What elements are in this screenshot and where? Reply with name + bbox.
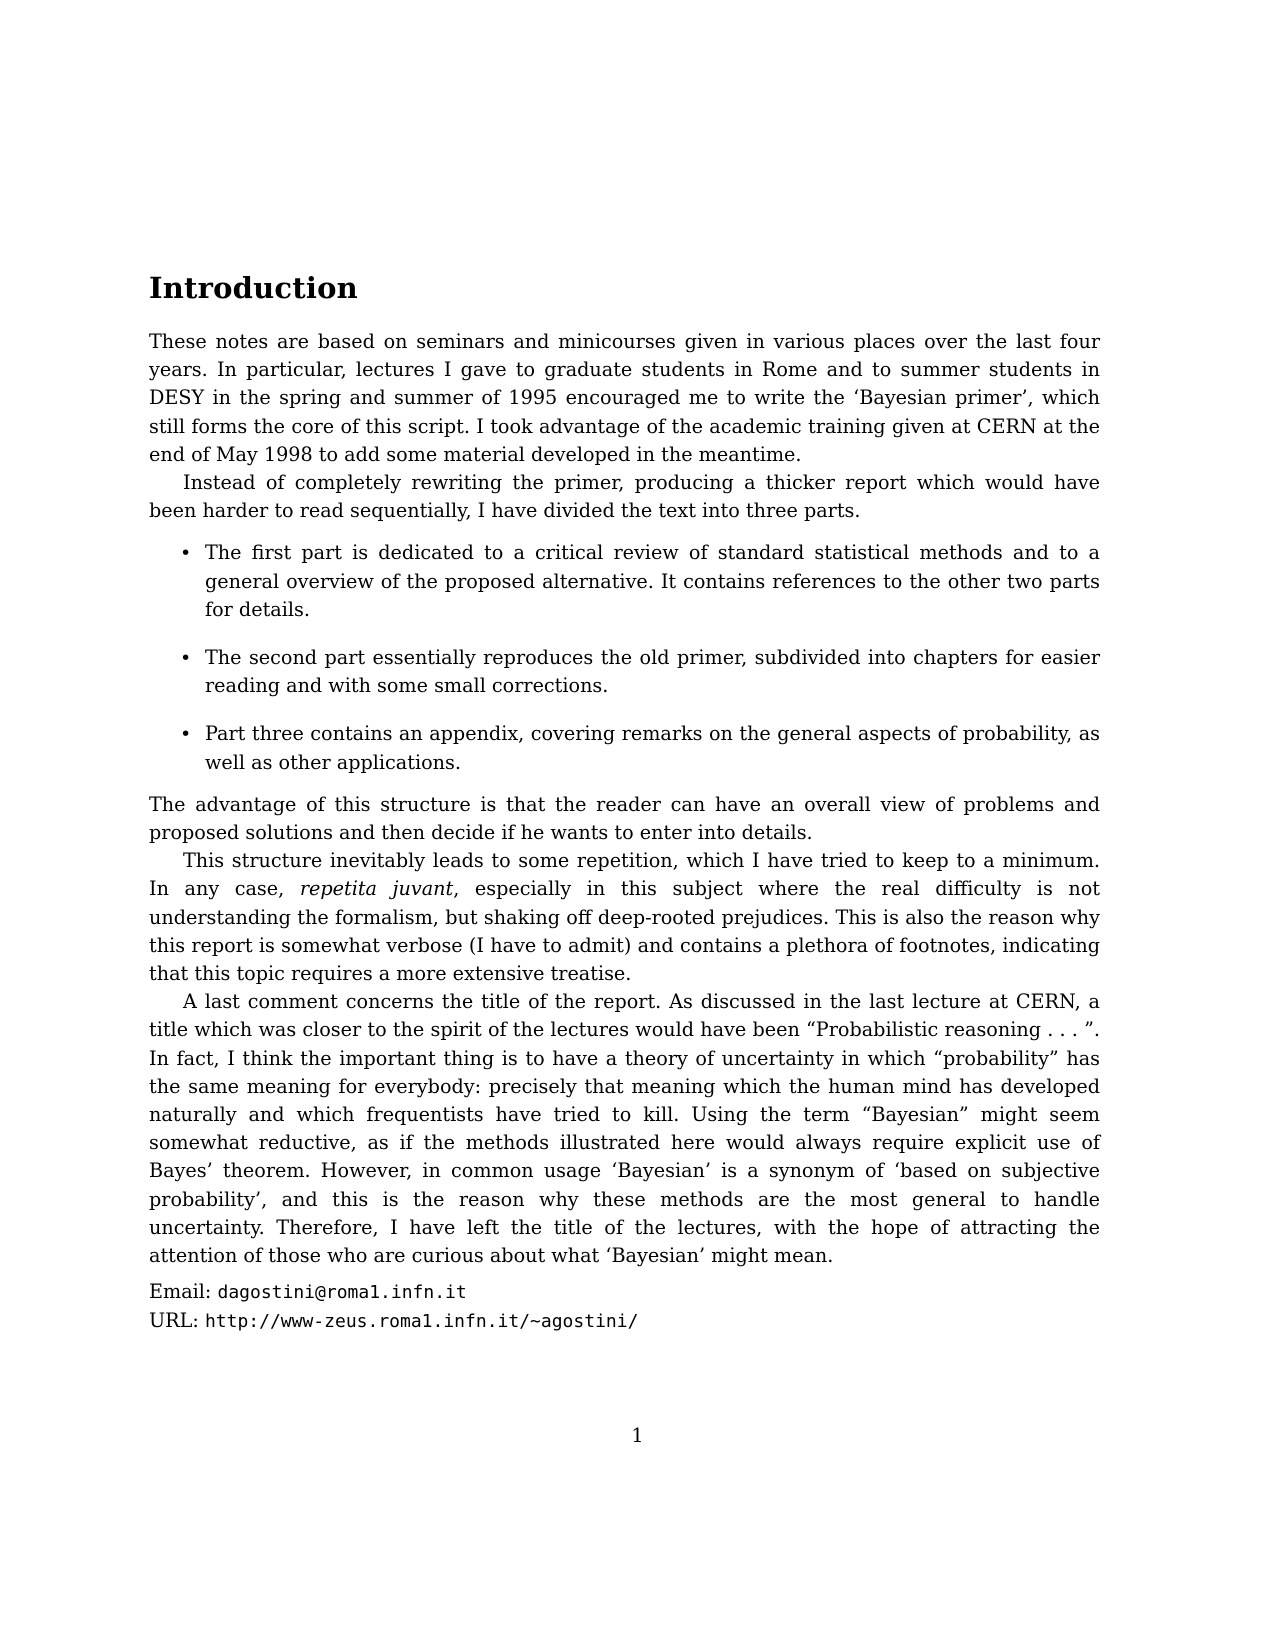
paragraph-repetition [149,847,1100,988]
list-item-text: Part three contains an appendix, covering remarks on the general aspects of probability, as well as other applications. [205,722,1100,774]
paragraph-text: This structure inevitably leads to some repetition, which I have tried to keep to a minimum. In any case, [149,849,1100,901]
url-link[interactable]: http://www-zeus.roma1.infn.it/~agostini/ [204,1311,639,1332]
bullet-icon: • [180,542,192,565]
introduction-section [149,270,1100,1270]
paragraph-structure-advantage: The advantage of this structure is that the reader can have an overall view of problems and proposed solutions and then decide if he wants to enter into details. [149,792,1100,845]
contact-block [149,1278,1100,1336]
paragraph-text: , especially in this subject where the real difficulty is not understanding the formalism, but shaking off deep-rooted prejudices. This is also the reason why this report is somewhat verbose (I have to admit) and contains a plethora of footnotes, indicating that this topic requires a more extensive treatise. [149,877,1100,986]
list-item-text: The first part is dedicated to a critical review of standard statistical methods and to a general overview of the proposed alternative. It contains references to the other two parts for details. [205,541,1100,621]
list-item-part-three [180,720,1100,776]
page-number: 1 [631,1424,644,1447]
email-line [149,1278,1100,1307]
section-title: Introduction [149,271,358,305]
list-item-text: The second part essentially reproduces the old primer, subdivided into chapters for easier reading and with some small corrections. [205,646,1100,698]
url-line [149,1307,1100,1336]
bullet-icon: • [180,647,192,670]
paragraph-three-parts: Instead of completely rewriting the primer, producing a thicker report which would have been harder to read sequentially, I have divided the text into three parts. [149,471,1100,523]
email-label: Email: [149,1280,218,1303]
paragraph-report-title: A last comment concerns the title of the report. As discussed in the last lecture at CERN, a title which was closer to the spirit of the lectures would have been “Probabilistic reasoning . . . ”. In fact, I think the important thing is to have a theory of uncertainty in which “probability” has the same meaning for everybody: precisely that meaning which the human mind has developed naturally and which frequentists have tried to kill. Using the term “Bayesian” might seem somewhat reductive, as if the methods illustrated here would always require explicit use of Bayes’ theorem. However, in common usage ‘Bayesian’ is a synonym of ‘based on subjective probability’, and this is the reason why these methods are the most general to handle uncertainty. Therefore, I have left the title of the lectures, with the hope of attracting the attention of those who are curious about what ‘Bayesian’ might mean. [149,990,1100,1268]
email-address[interactable]: dagostini@roma1.infn.it [217,1282,467,1303]
list-item-part-one [180,539,1100,624]
parts-list [149,539,1100,776]
url-label: URL: [149,1309,205,1332]
list-item-part-two [180,644,1100,700]
latin-phrase: repetita juvant [299,877,454,901]
bullet-icon: • [180,723,192,746]
paragraph-notes-origin: These notes are based on seminars and minicourses given in various places over the last four years. In particular, lectures I gave to graduate students in Rome and to summer students in DESY in the spring and summer of 1995 encouraged me to write the ‘Bayesian primer’, which still forms the core of this script. I took advantage of the academic training given at CERN at the end of May 1998 to add some material developed in the meantime. [149,330,1100,466]
